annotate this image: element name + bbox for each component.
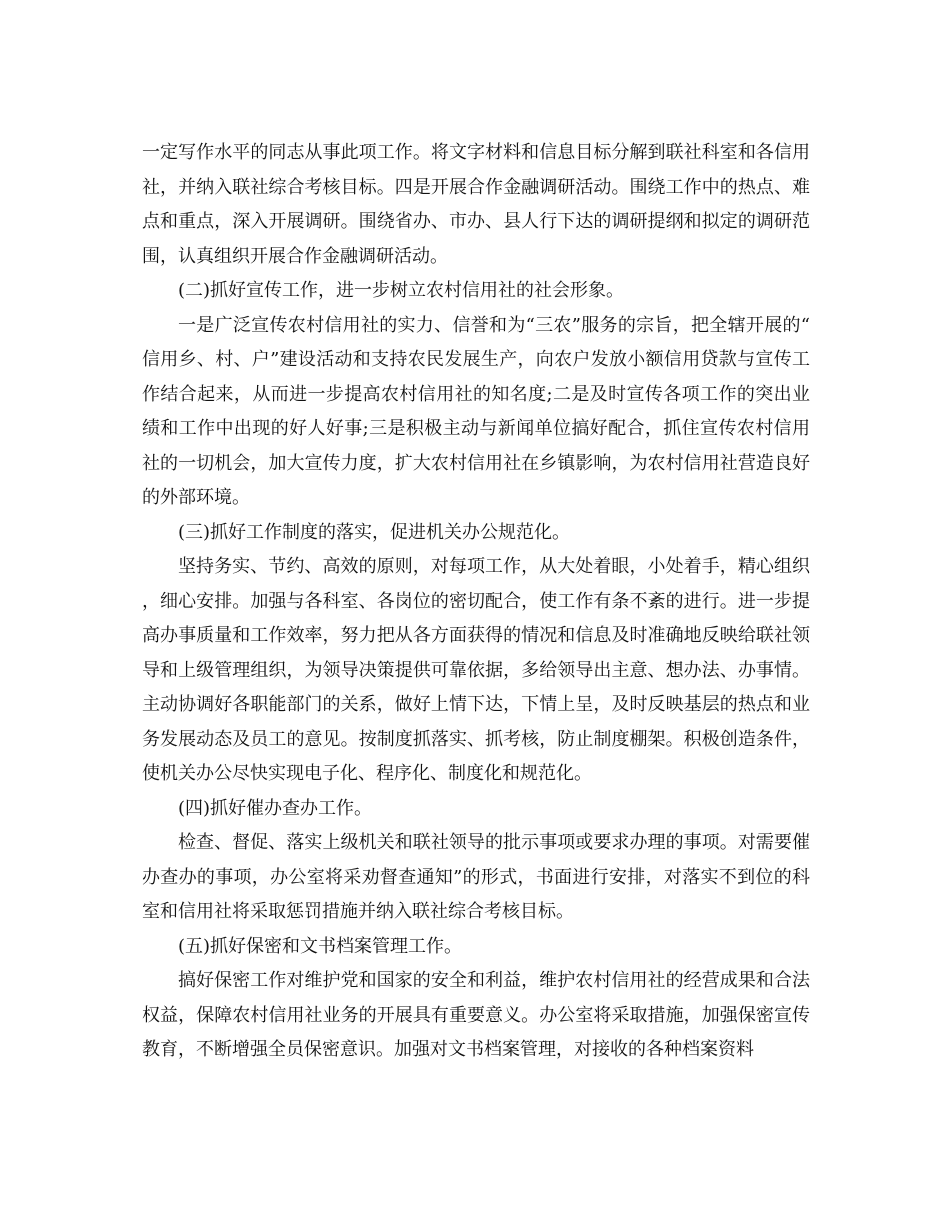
document-page: [142, 136, 810, 1068]
paragraph-work-system: 坚持务实、节约、高效的原则，对每项工作，从大处着眼，小处着手，精心组织，细心安排。加强与各科室、各岗位的密切配合，使工作有条不紊的进行。进一步提高办事质量和工作效率，努力把从各方面获得的情况和信息及时准确地反映给联社领导和上级管理组织，为领导决策提供可靠依据，多给领导出主意、想办法、办事情。主动协调好各职能部门的关系，做好上情下达，下情上呈，及时反映基层的热点和业务发展动态及员工的意见。按制度抓落实、抓考核，防止制度棚架。积极创造条件，使机关办公尽快实现电子化、程序化、制度化和规范化。: [142, 556, 810, 784]
paragraph-publicity: 一是广泛宣传农村信用社的实力、信誉和为“三农”服务的宗旨，把全辖开展的“信用乡、村、户”建设活动和支持农民发展生产，向农户发放小额信用贷款与宣传工作结合起来，从而进一步提高农村信用社的知名度;二是及时宣传各项工作的突出业绩和工作中出现的好人好事;三是积极主动与新闻单位搞好配合，抓住宣传农村信用社的一切机会，加大宣传力度，扩大农村信用社在乡镇影响，为农村信用社营造良好的外部环境。: [142, 314, 810, 508]
paragraph-intro-continuation: 一定写作水平的同志从事此项工作。将文字材料和信息目标分解到联社科室和各信用社，并纳入联社综合考核目标。四是开展合作金融调研活动。围绕工作中的热点、难点和重点，深入开展调研。围绕省办、市办、县人行下达的调研提纲和拟定的调研范围，认真组织开展合作金融调研活动。: [142, 142, 810, 267]
section-heading-confidentiality: (五)抓好保密和文书档案管理工作。: [178, 935, 463, 957]
paragraph-supervision: 检查、督促、落实上级机关和联社领导的批示事项或要求办理的事项。对需要催办查办的事项，办公室将采劝督查通知”的形式，书面进行安排，对落实不到位的科室和信用社将采取惩罚措施并纳入联社综合考核目标。: [142, 832, 810, 922]
paragraph-confidentiality: 搞好保密工作对维护党和国家的安全和利益，维护农村信用社的经营成果和合法权益，保障农村信用社业务的开展具有重要意义。办公室将采取措施，加强保密宣传教育，不断增强全员保密意识。加强对文书档案管理，对接收的各种档案资料: [142, 970, 810, 1060]
section-heading-supervision: (四)抓好催办查办工作。: [178, 797, 373, 819]
section-heading-publicity: (二)抓好宣传工作，进一步树立农村信用社的社会形象。: [178, 280, 625, 301]
section-heading-work-system: (三)抓好工作制度的落实，促进机关办公规范化。: [178, 521, 571, 543]
